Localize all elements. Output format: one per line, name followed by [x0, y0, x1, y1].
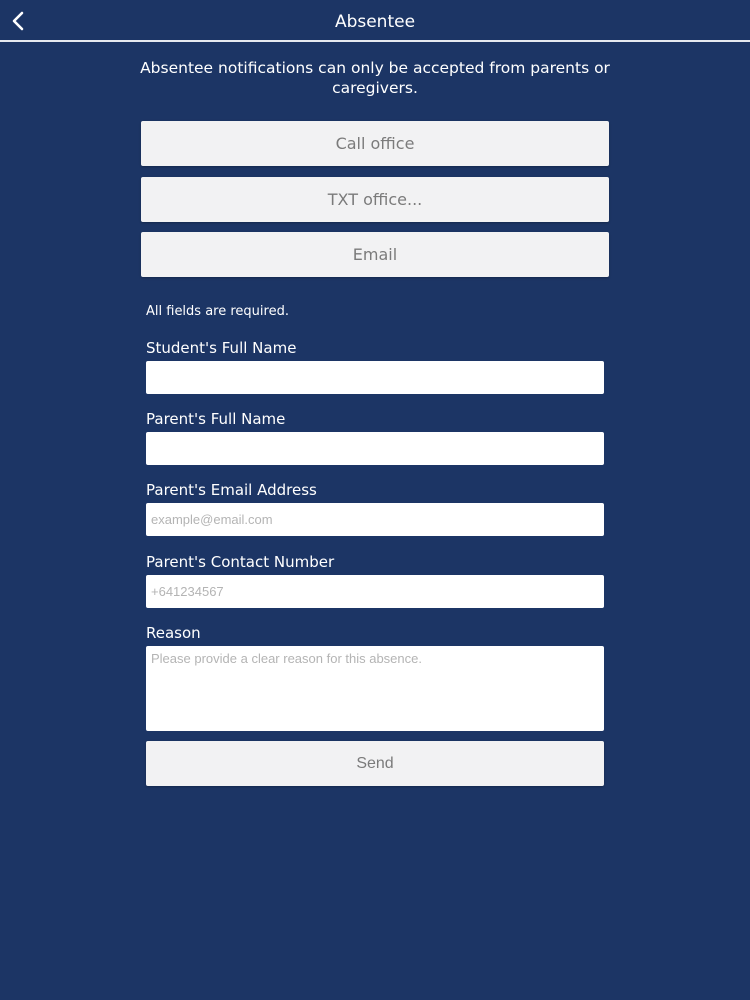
page-title: Absentee	[334, 12, 416, 32]
parent-name-label: Parent's Full Name	[146, 410, 286, 428]
email-button[interactable]: Email	[141, 232, 609, 277]
student-name-input[interactable]	[146, 361, 604, 394]
header-bar	[0, 0, 750, 42]
absentee-notice: Absentee notifications can only be accepted from parents or caregivers.	[140, 59, 610, 97]
student-name-label: Student's Full Name	[146, 339, 297, 357]
txt-office-button[interactable]: TXT office...	[141, 177, 609, 222]
reason-textarea[interactable]	[146, 646, 604, 731]
parent-email-input[interactable]	[146, 503, 604, 536]
call-office-button[interactable]: Call office	[141, 121, 609, 166]
parent-contact-input[interactable]	[146, 575, 604, 608]
parent-name-input[interactable]	[146, 432, 604, 465]
parent-contact-label: Parent's Contact Number	[146, 553, 335, 571]
reason-label: Reason	[146, 624, 201, 642]
parent-email-label: Parent's Email Address	[146, 481, 317, 499]
required-fields-note: All fields are required.	[146, 304, 289, 319]
send-button[interactable]: Send	[146, 741, 604, 786]
